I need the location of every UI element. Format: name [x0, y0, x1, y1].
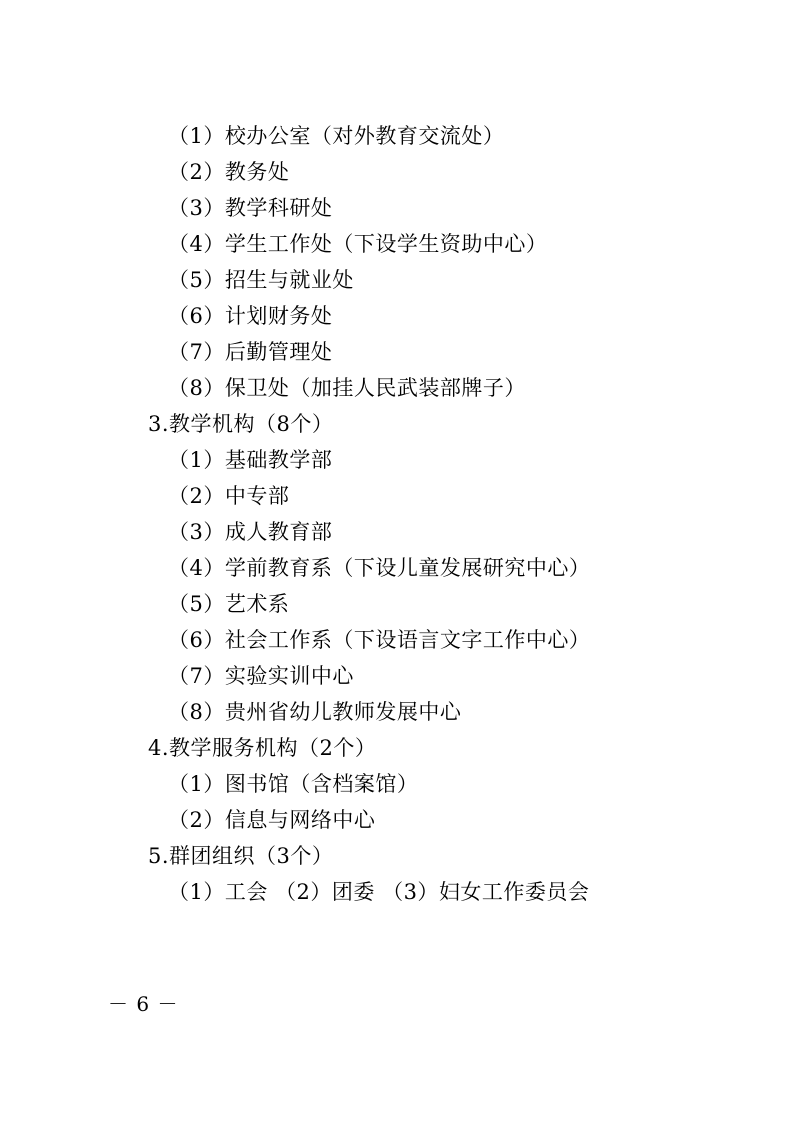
- section-heading: 4.教学服务机构（2个）: [148, 736, 377, 760]
- list-item: （8）贵州省幼儿教师发展中心: [168, 700, 462, 724]
- list-item: （1）工会 （2）团委 （3）妇女工作委员会: [168, 880, 590, 904]
- list-item: （2）信息与网络中心: [168, 808, 376, 832]
- list-item: （5）招生与就业处: [168, 268, 354, 292]
- document-body: [110, 118, 710, 910]
- list-item: （3）教学科研处: [168, 196, 333, 220]
- list-item: （8）保卫处（加挂人民武装部牌子）: [168, 376, 526, 400]
- list-item: （3）成人教育部: [168, 520, 333, 544]
- list-item: （4）学前教育系（下设儿童发展研究中心）: [168, 556, 591, 580]
- list-item: （7）实验实训中心: [168, 664, 354, 688]
- section-heading: 5.群团组织（3个）: [148, 844, 334, 868]
- list-item: （4）学生工作处（下设学生资助中心）: [168, 232, 548, 256]
- list-item: （6）社会工作系（下设语言文字工作中心）: [168, 628, 591, 652]
- section-heading: 3.教学机构（8个）: [148, 412, 334, 436]
- list-item: （2）教务处: [168, 160, 290, 184]
- list-item: （1）校办公室（对外教育交流处）: [168, 124, 505, 148]
- list-item: （1）图书馆（含档案馆）: [168, 772, 419, 796]
- list-item: （2）中专部: [168, 484, 290, 508]
- page-number: － 6 －: [108, 992, 179, 1016]
- list-item: （6）计划财务处: [168, 304, 333, 328]
- list-item: （7）后勤管理处: [168, 340, 333, 364]
- list-item: （5）艺术系: [168, 592, 290, 616]
- list-item: （1）基础教学部: [168, 448, 333, 472]
